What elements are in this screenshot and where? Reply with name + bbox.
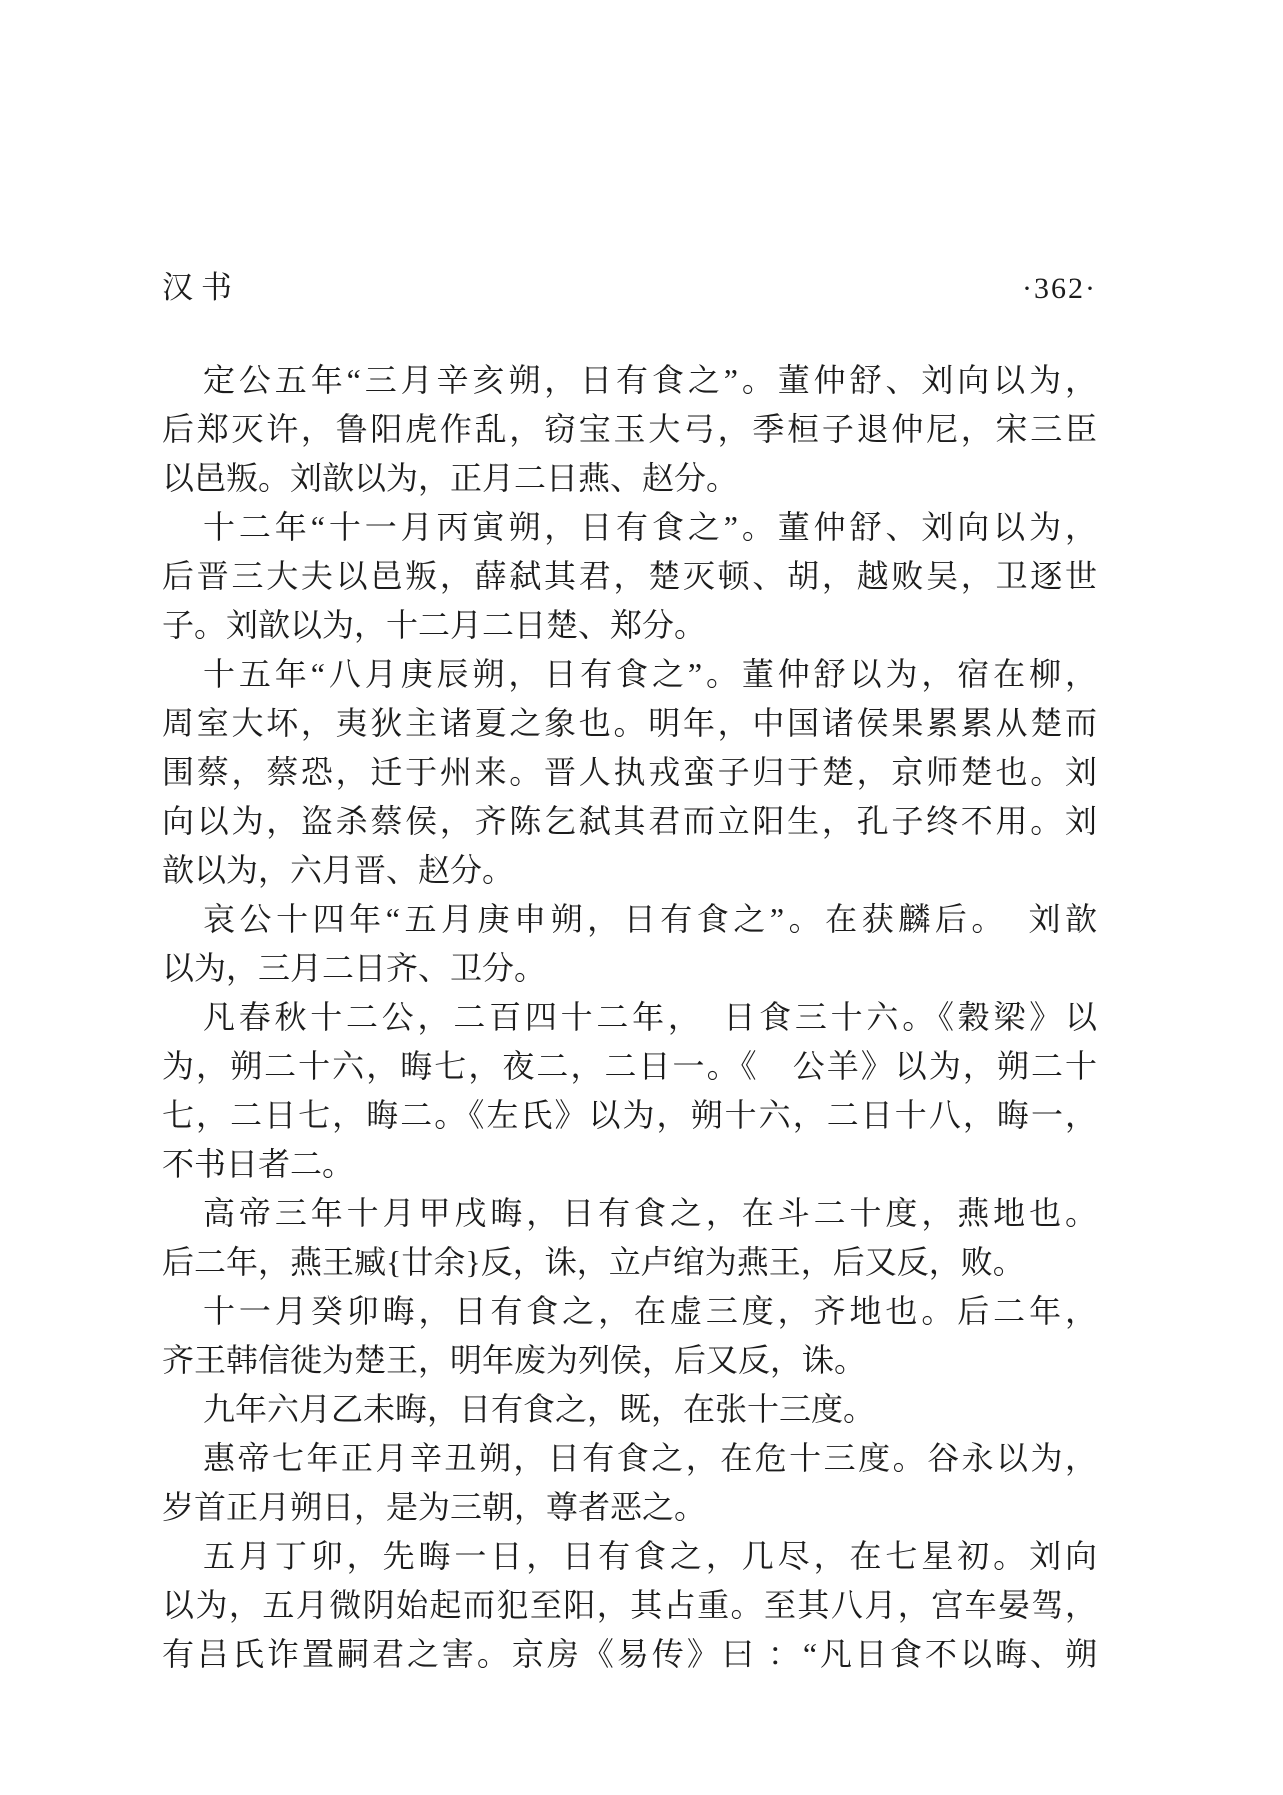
text-line: 齐王韩信徙为楚王，明年废为列侯，后又反，诛。 [162,1342,867,1378]
text-line: 七，二日七，晦二。《左氏》以为，朔十六，二日十八，晦一， [162,1097,1097,1133]
text-line: 周室大坏，夷狄主诸夏之象也。明年，中国诸侯果累累从楚而 [162,705,1097,741]
text-line: 以邑叛。刘歆以为，正月二日燕、赵分。 [162,460,739,496]
page-number: ·362· [1022,272,1097,305]
text-line: 为，朔二十六，晦七，夜二，二日一。《 公羊》以为，朔二十 [162,1048,1097,1084]
body-text [162,356,1097,1679]
text-line: 十二年“十一月丙寅朔，日有食之”。董仲舒、刘向以为， [203,509,1097,545]
text-line: 后二年，燕王臧{廿余}反，诛，立卢绾为燕王，后又反，败。 [162,1244,1025,1280]
text-line: 向以为，盗杀蔡侯，齐陈乞弑其君而立阳生，孔子终不用。刘 [162,803,1097,839]
page-header [162,262,1097,307]
text-line: 定公五年“三月辛亥朔，日有食之”。董仲舒、刘向以为， [203,362,1097,398]
text-line: 凡春秋十二公，二百四十二年， 日食三十六。《穀梁》以 [203,999,1097,1035]
text-line: 十五年“八月庚辰朔，日有食之”。董仲舒以为，宿在柳， [203,656,1097,692]
text-line: 后郑灭许，鲁阳虎作乱，窃宝玉大弓，季桓子退仲尼，宋三臣 [162,411,1097,447]
text-line: 高帝三年十月甲戌晦，日有食之，在斗二十度，燕地也。 [203,1195,1097,1231]
text-line: 惠帝七年正月辛丑朔，日有食之，在危十三度。谷永以为， [203,1440,1097,1476]
text-line: 围蔡，蔡恐，迁于州来。晋人执戎蛮子归于楚，京师楚也。刘 [162,754,1097,790]
text-line: 歆以为，六月晋、赵分。 [162,852,515,888]
book-title: 汉书 [162,270,240,305]
text-line: 不书日者二。 [162,1146,355,1182]
text-line: 五月丁卯，先晦一日，日有食之，几尽，在七星初。刘向 [203,1538,1097,1574]
text-line: 哀公十四年“五月庚申朔，日有食之”。在获麟后。 刘歆 [203,901,1097,937]
text-line: 后晋三大夫以邑叛，薛弑其君，楚灭顿、胡，越败吴，卫逐世 [162,558,1097,594]
text-line: 有吕氏诈置嗣君之害。京房《易传》曰 ：“凡日食不以晦、朔 [162,1636,1097,1672]
text-line: 九年六月乙未晦，日有食之，既，在张十三度。 [203,1391,876,1427]
text-line: 子。刘歆以为，十二月二日楚、郑分。 [162,607,707,643]
text-line: 十一月癸卯晦，日有食之，在虚三度，齐地也。后二年， [203,1293,1097,1329]
text-line: 以为，五月微阴始起而犯至阳，其占重。至其八月，宫车晏驾， [162,1587,1097,1623]
text-line: 岁首正月朔日，是为三朝，尊者恶之。 [162,1489,707,1525]
text-line: 以为，三月二日齐、卫分。 [162,950,547,986]
